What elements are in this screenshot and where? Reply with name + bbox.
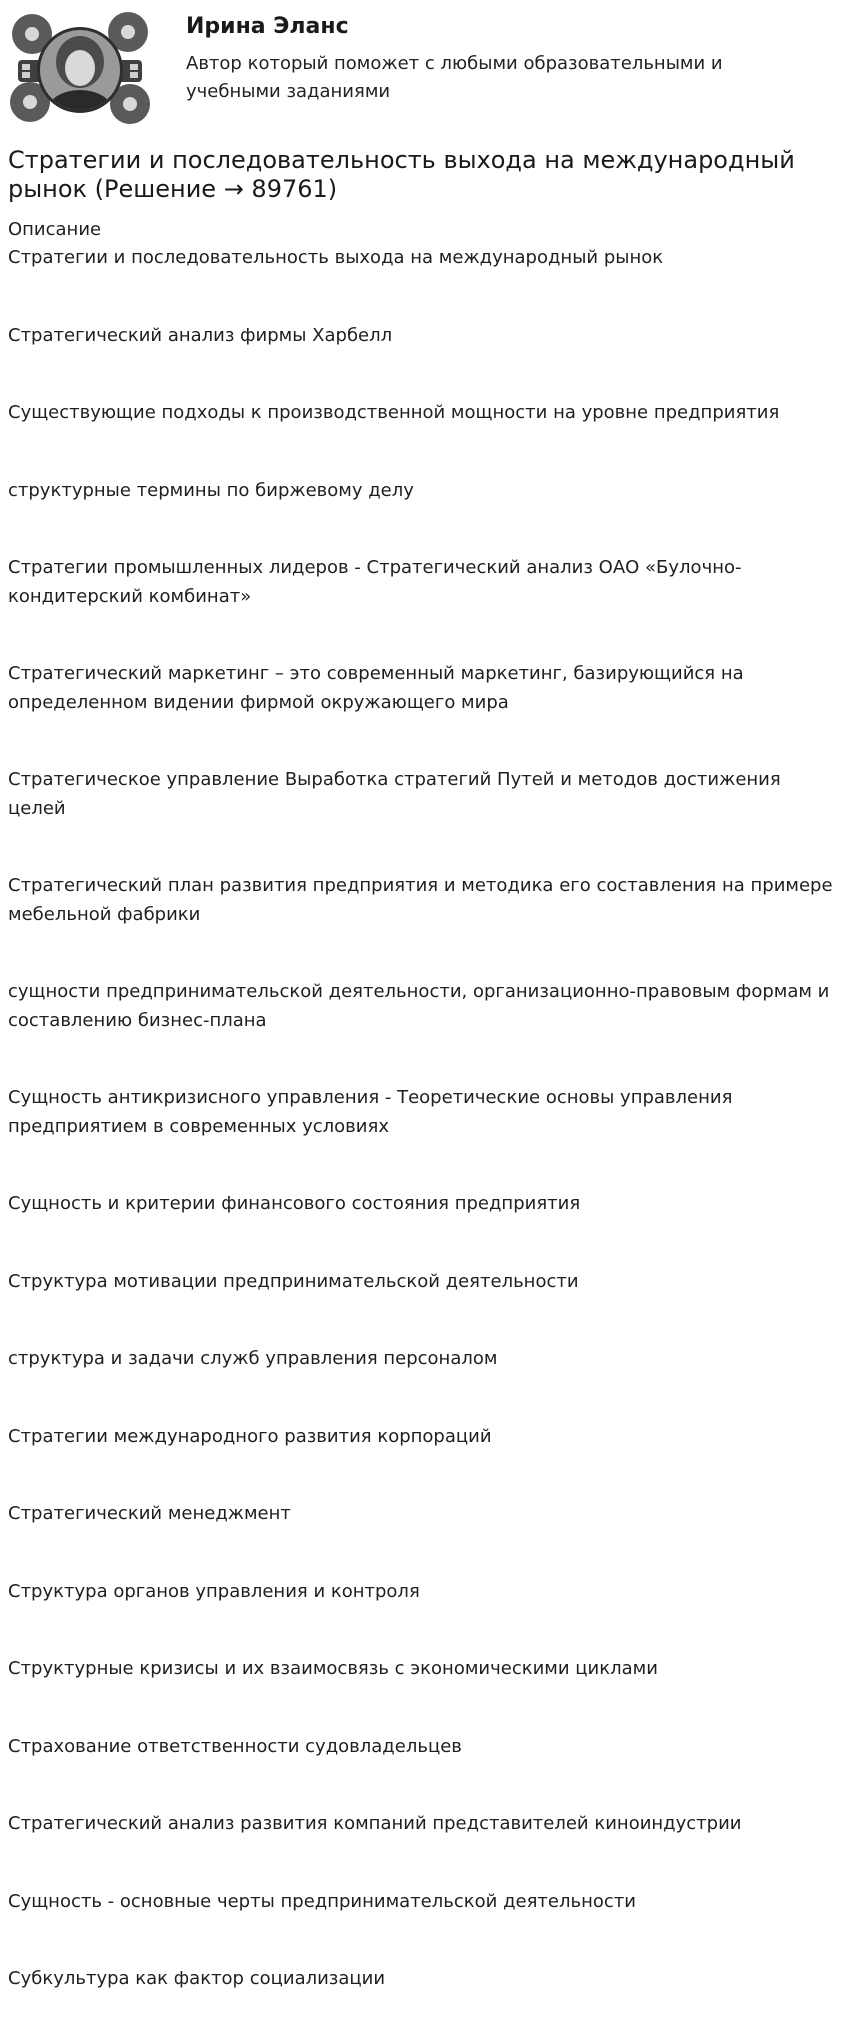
- list-item[interactable]: Стратегический маркетинг – это современный маркетинг, базирующийся на определенном видении фирмой окружающего мира: [8, 663, 744, 713]
- list-item[interactable]: структурные термины по биржевому делу: [8, 479, 414, 501]
- list-item[interactable]: Стратегическое управление Выработка стратегий Путей и методов достижения целей: [8, 769, 781, 819]
- list-item[interactable]: Субкультура как фактор социализации: [8, 1968, 386, 1989]
- list-item[interactable]: Структурные кризисы и их взаимосвязь с экономическими циклами: [8, 1658, 658, 1679]
- list-item[interactable]: Стратегический менеджмент: [8, 1503, 291, 1524]
- list-item[interactable]: Сущность и критерии финансового состояния предприятия: [8, 1193, 581, 1214]
- list-item[interactable]: Стратегии международного развития корпораций: [8, 1425, 492, 1447]
- description-label: Описание: [8, 219, 102, 240]
- list-item[interactable]: Структура мотивации предпринимательской деятельности: [8, 1270, 579, 1292]
- list-item[interactable]: Сущность - основные черты предпринимательской деятельности: [8, 1890, 636, 1912]
- list-item[interactable]: Стратегии промышленных лидеров - Стратегический анализ ОАО «Булочно-кондитерский комбинат»: [8, 557, 742, 607]
- author-avatar: [8, 8, 152, 128]
- list-item[interactable]: Стратегический анализ развития компаний представителей киноиндустрии: [8, 1813, 742, 1834]
- list-item[interactable]: Стратегический анализ фирмы Харбелл: [8, 324, 393, 346]
- list-item[interactable]: Существующие подходы к производственной мощности на уровне предприятия: [8, 402, 780, 423]
- related-works-list: [8, 244, 838, 2043]
- author-name[interactable]: Ирина Эланс: [186, 14, 349, 39]
- list-item[interactable]: Страхование ответственности судовладельцев: [8, 1735, 462, 1757]
- author-bio: Автор который поможет с любыми образовательными и учебными заданиями: [186, 53, 723, 102]
- list-item[interactable]: Стратегии и последовательность выхода на международный рынок: [8, 247, 664, 268]
- list-item[interactable]: Сущность антикризисного управления - Теоретические основы управления предприятием в современных условиях: [8, 1087, 733, 1137]
- list-item[interactable]: Стратегический план развития предприятия и методика его составления на примере мебельной фабрики: [8, 875, 833, 925]
- list-item[interactable]: Структура органов управления и контроля: [8, 1580, 420, 1602]
- list-item[interactable]: структура и задачи служб управления персоналом: [8, 1348, 498, 1369]
- list-item[interactable]: сущности предпринимательской деятельности, организационно-правовым формам и составлению бизнес-плана: [8, 981, 830, 1031]
- author-card: [8, 8, 838, 128]
- page-title: Стратегии и последовательность выхода на международный рынок (Решение → 89761): [8, 146, 795, 203]
